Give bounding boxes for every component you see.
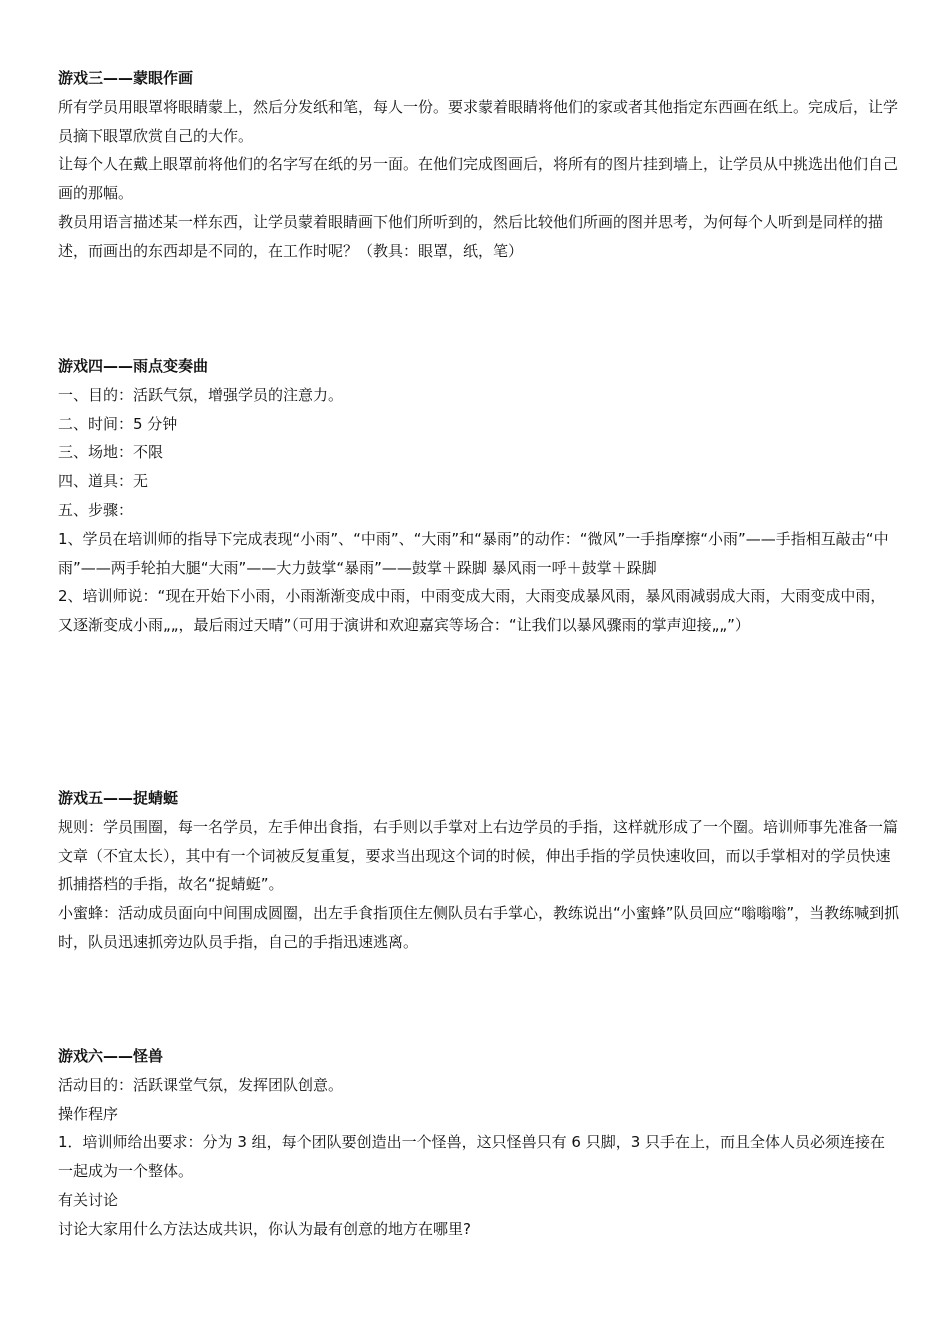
paragraph: 规则：学员围圈，每一名学员，左手伸出食指，右手则以手掌对上右边学员的手指，这样就形成了一个圈。培训师事先准备一篇文章（不宜太长），其中有一个词被反复重复，要求当出现这个词的时候，伸出手指的学员快速收回，而以手掌相对的学员快速抓捕搭档的手指，故名“捉蜻蜓”。 xyxy=(58,817,899,894)
section-game-3 xyxy=(58,64,900,266)
paragraph: 讨论大家用什么方法达成共识，你认为最有创意的地方在哪里? xyxy=(58,1219,471,1238)
paragraph: 四、道具：无 xyxy=(58,472,149,491)
section-title: 游戏四——雨点变奏曲 xyxy=(58,357,209,375)
section-game-5 xyxy=(58,784,900,957)
paragraph: 2、培训师说：“现在开始下小雨，小雨渐渐变成中雨，中雨变成大雨，大雨变成暴风雨，暴风雨减弱成大雨，大雨变成中雨，又逐渐变成小雨„„，最后雨过天晴”（可用于演讲和欢迎嘉宾等场合：“让我们以暴风骤雨的掌声迎接„„”） xyxy=(58,587,886,635)
paragraph: 小蜜蜂：活动成员面向中间围成圆圈，出左手食指顶住左侧队员右手掌心，教练说出“小蜜蜂”队员回应“嗡嗡嗡”，当教练喊到抓时，队员迅速抓旁边队员手指，自己的手指迅速逃离。 xyxy=(58,904,900,951)
section-game-4 xyxy=(58,352,900,640)
paragraph: 所有学员用眼罩将眼睛蒙上，然后分发纸和笔，每人一份。要求蒙着眼睛将他们的家或者其他指定东西画在纸上。完成后，让学员摘下眼罩欣赏自己的大作。 xyxy=(58,97,899,145)
paragraph: 操作程序 xyxy=(58,1104,119,1123)
paragraph: 三、场地：不限 xyxy=(58,443,164,462)
section-title: 游戏六——怪兽 xyxy=(58,1047,164,1065)
paragraph: 有关讨论 xyxy=(58,1190,119,1209)
paragraph: 二、时间：5 分钟 xyxy=(58,414,178,433)
paragraph: 活动目的：活跃课堂气氛，发挥团队创意。 xyxy=(58,1075,344,1094)
paragraph: 五、步骤： xyxy=(58,500,134,519)
paragraph: 1．培训师给出要求：分为 3 组，每个团队要创造出一个怪兽，这只怪兽只有 6 只脚，3 只手在上，而且全体人员必须连接在一起成为一个整体。 xyxy=(58,1133,886,1181)
section-title: 游戏三——蒙眼作画 xyxy=(58,69,194,87)
paragraph: 教员用语言描述某一样东西，让学员蒙着眼睛画下他们所听到的，然后比较他们所画的图并思考，为何每个人听到是同样的描述，而画出的东西却是不同的，在工作时呢？（教具：眼罩，纸，笔） xyxy=(58,212,884,260)
paragraph: 让每个人在戴上眼罩前将他们的名字写在纸的另一面。在他们完成图画后，将所有的图片挂到墙上，让学员从中挑选出他们自己画的那幅。 xyxy=(58,155,899,203)
paragraph: 一、目的：活跃气氛，增强学员的注意力。 xyxy=(58,385,344,404)
section-game-6 xyxy=(58,1042,900,1244)
section-title: 游戏五——捉蜻蜓 xyxy=(58,789,179,807)
paragraph: 1、学员在培训师的指导下完成表现“小雨”、“中雨”、“大雨”和“暴雨”的动作：“微风”一手指摩擦“小雨”——手指相互敲击“中雨”——两手轮拍大腿“大雨”——大力鼓掌“暴雨”——鼓掌＋跺脚 暴风雨一呼＋鼓掌＋跺脚 xyxy=(58,529,889,577)
